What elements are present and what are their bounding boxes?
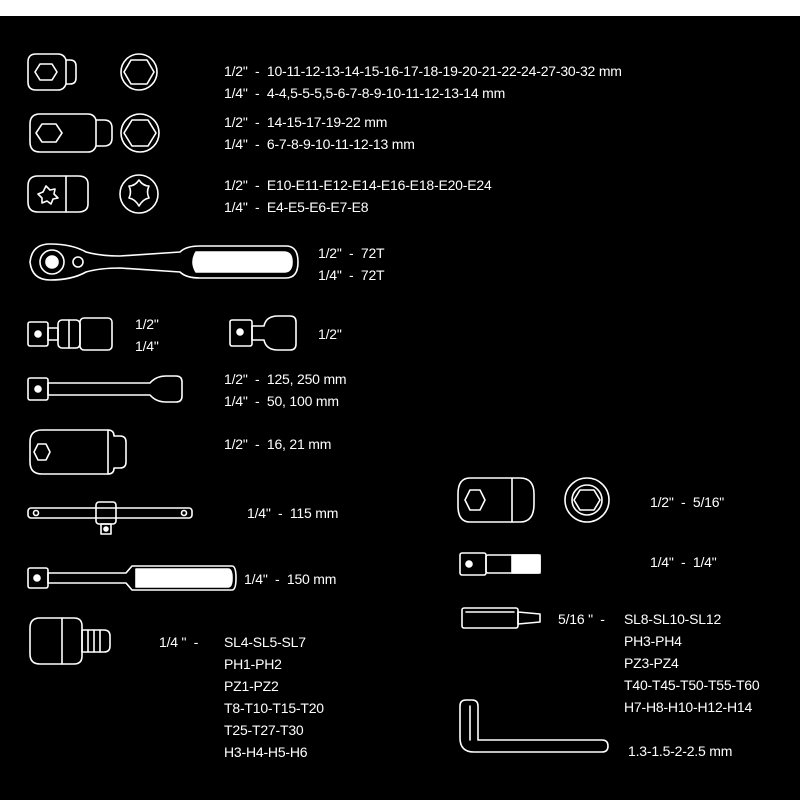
diagram-panel xyxy=(0,16,800,800)
ratchet-spec-2: 1/4" - 72T xyxy=(318,267,385,283)
bit-holder-spec: 1/2" - 5/16" xyxy=(650,494,725,510)
bit-socket-spec-line: T8-T10-T15-T20 xyxy=(224,700,324,716)
spinner-handle-icon xyxy=(28,566,236,590)
bits-spec-line: SL8-SL10-SL12 xyxy=(624,611,722,627)
hex-socket-icon xyxy=(28,54,76,90)
spark-plug-socket-icon xyxy=(30,430,126,474)
bits-spec-line: H7-H8-H10-H12-H14 xyxy=(624,699,753,715)
bits-spec-line: PZ3-PZ4 xyxy=(624,655,679,671)
standard-socket-spec-2: 1/4" - 4-4,5-5-5,5-6-7-8-9-10-11-12-13-14 mm xyxy=(224,85,506,101)
t-handle-spec: 1/4" - 115 mm xyxy=(247,505,339,521)
ratchet-handle-icon xyxy=(30,244,298,280)
bit-socket-size-label: 1/4 " - xyxy=(159,634,199,650)
bit-socket-icon xyxy=(30,618,110,664)
bit-socket-spec-line: PH1-PH2 xyxy=(224,656,282,672)
adapter-icon xyxy=(230,316,296,350)
standard-socket-spec-1: 1/2" - 10-11-12-13-14-15-16-17-18-19-20-21-22-24-27-30-32 mm xyxy=(224,63,622,79)
bit-socket-spec-line: PZ1-PZ2 xyxy=(224,678,279,694)
universal-joint-icon xyxy=(28,318,112,350)
bits-size-label: 5/16 " - xyxy=(558,611,605,627)
adapter-spec: 1/2" xyxy=(318,326,342,342)
bits-spec-line: T40-T45-T50-T55-T60 xyxy=(624,677,760,693)
hex-recess-icon xyxy=(565,478,609,522)
universal-joint-spec-2: 1/4" xyxy=(135,338,159,354)
hex-key-spec: 1.3-1.5-2-2.5 mm xyxy=(628,743,733,759)
universal-joint-spec-1: 1/2" xyxy=(135,316,159,332)
bits-spec-line: PH3-PH4 xyxy=(624,633,682,649)
bit-socket-spec-line: H3-H4-H5-H6 xyxy=(224,744,308,760)
deep-socket-spec-2: 1/4" - 6-7-8-9-10-11-12-13 mm xyxy=(224,136,415,152)
hex-key-icon xyxy=(460,700,608,752)
torx-star-icon xyxy=(120,175,158,213)
hexagon-profile-icon xyxy=(121,54,157,90)
bits-spec-list xyxy=(624,611,759,721)
bit-holder-socket-icon xyxy=(458,478,534,522)
bit-adapter-icon xyxy=(460,553,540,575)
deep-socket-spec-1: 1/2" - 14-15-17-19-22 mm xyxy=(224,114,388,130)
ratchet-spec-1: 1/2" - 72T xyxy=(318,245,385,261)
sliding-t-bar-icon xyxy=(28,502,192,534)
spark-plug-spec: 1/2" - 16, 21 mm xyxy=(224,436,332,452)
spinner-handle-spec: 1/4" - 150 mm xyxy=(244,571,337,587)
extension-bar-spec-1: 1/2" - 125, 250 mm xyxy=(224,371,347,387)
bit-adapter-spec: 1/4" - 1/4" xyxy=(650,554,717,570)
extension-bar-icon xyxy=(28,376,182,402)
bit-socket-spec-line: SL4-SL5-SL7 xyxy=(224,634,306,650)
screwdriver-bit-icon xyxy=(462,608,540,628)
torx-socket-icon xyxy=(28,176,88,212)
torx-socket-spec-2: 1/4" - E4-E5-E6-E7-E8 xyxy=(224,199,369,215)
bit-socket-spec-line: T25-T27-T30 xyxy=(224,722,304,738)
extension-bar-spec-2: 1/4" - 50, 100 mm xyxy=(224,393,339,409)
deep-socket-icon xyxy=(30,114,112,152)
torx-socket-spec-1: 1/2" - E10-E11-E12-E14-E16-E18-E20-E24 xyxy=(224,177,492,193)
hexagon-profile-icon-2 xyxy=(121,114,159,152)
bit-socket-spec-list xyxy=(224,634,324,766)
